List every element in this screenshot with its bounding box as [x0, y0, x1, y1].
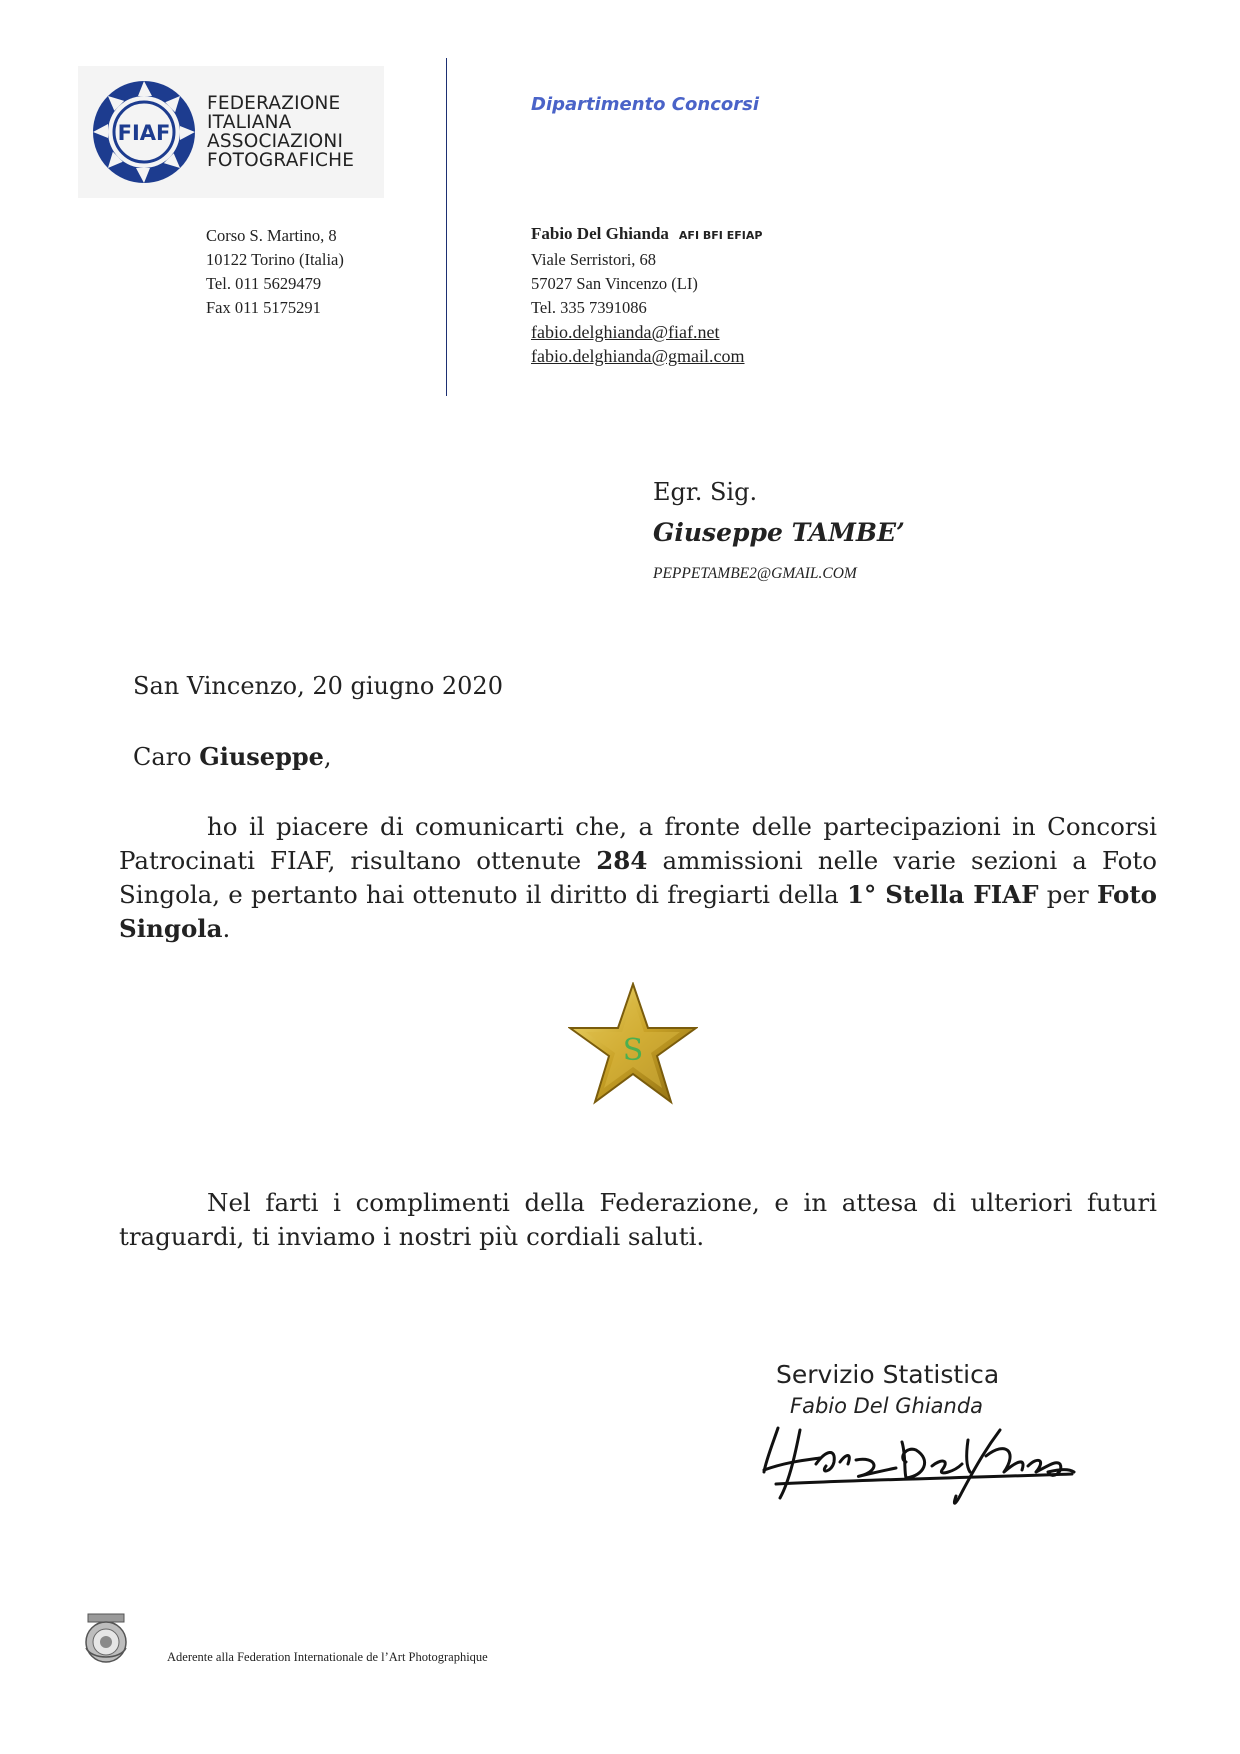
body-paragraph-1 [119, 810, 1157, 946]
logo-line: ITALIANA [207, 112, 292, 133]
logo-line: ASSOCIAZIONI [207, 131, 344, 152]
address-line: Viale Serristori, 68 [531, 250, 657, 269]
email-link[interactable]: fabio.delghianda@fiaf.net [531, 322, 720, 342]
body-paragraph-2 [119, 1186, 1157, 1254]
award-category: Foto Singola [119, 880, 1157, 943]
body-text: per [1038, 880, 1097, 909]
recipient-salutation: Egr. Sig. [653, 478, 758, 506]
fiap-emblem-icon [80, 1608, 132, 1668]
header-divider [446, 58, 447, 396]
logo-text [207, 94, 354, 170]
logo-badge: FIAF [117, 121, 171, 145]
signoff-title: Servizio Statistica [776, 1360, 1000, 1389]
logo-line: FEDERAZIONE [207, 93, 341, 114]
body-text: ho il piacere di comunicarti che, a fronte delle partecipazioni in Concorsi Patrocinati FIAF, risultano ottenute [119, 812, 1157, 875]
sender-address [531, 222, 762, 320]
body-text: ammissioni nelle varie sezioni a Foto Singola, e pertanto hai ottenuto il diritto di fregiarti della [119, 846, 1157, 909]
admission-count: 284 [596, 846, 648, 875]
sender-name: Fabio Del Ghianda [531, 224, 669, 243]
award-name: 1° Stella FIAF [846, 880, 1039, 909]
signoff-name: Fabio Del Ghianda [790, 1394, 984, 1418]
star-letter: S [622, 1033, 644, 1068]
address-line: Tel. 011 5629479 [206, 274, 322, 293]
address-line: 57027 San Vincenzo (LI) [531, 274, 698, 293]
address-line: 10122 Torino (Italia) [206, 250, 344, 269]
footer-note: Aderente alla Federation Internationale de l’Art Photographique [167, 1650, 488, 1664]
greeting [133, 742, 332, 771]
greeting-name: Giuseppe [199, 742, 324, 771]
logo-line: FOTOGRAFICHE [207, 150, 355, 171]
federation-address [206, 224, 344, 320]
greeting-prefix: Caro [133, 743, 200, 771]
address-line: Corso S. Martino, 8 [206, 226, 337, 245]
email-link[interactable]: fabio.delghianda@gmail.com [531, 346, 745, 366]
handwritten-signature [756, 1400, 1076, 1514]
address-line: Fax 011 5175291 [206, 298, 321, 317]
letter-date: San Vincenzo, 20 giugno 2020 [133, 672, 503, 700]
recipient-email: PEPPETAMBE2@GMAIL.COM [653, 565, 857, 582]
body-text: Nel farti i complimenti della Federazione, e in attesa di ulteriori futuri traguardi, ti inviamo i nostri più cordiali saluti. [119, 1188, 1157, 1251]
recipient-block [653, 478, 905, 583]
gold-star-icon [568, 982, 698, 1110]
body-text: . [222, 914, 231, 943]
sender-titles: AFI BFI EFIAP [678, 229, 763, 242]
fiaf-logo [78, 66, 384, 198]
department-title: Dipartimento Concorsi [531, 94, 759, 115]
greeting-suffix: , [323, 743, 332, 771]
sender-emails [531, 320, 745, 368]
recipient-name: Giuseppe TAMBE’ [653, 518, 905, 547]
address-line: Tel. 335 7391086 [531, 298, 647, 317]
fiaf-aperture-icon [90, 78, 198, 186]
